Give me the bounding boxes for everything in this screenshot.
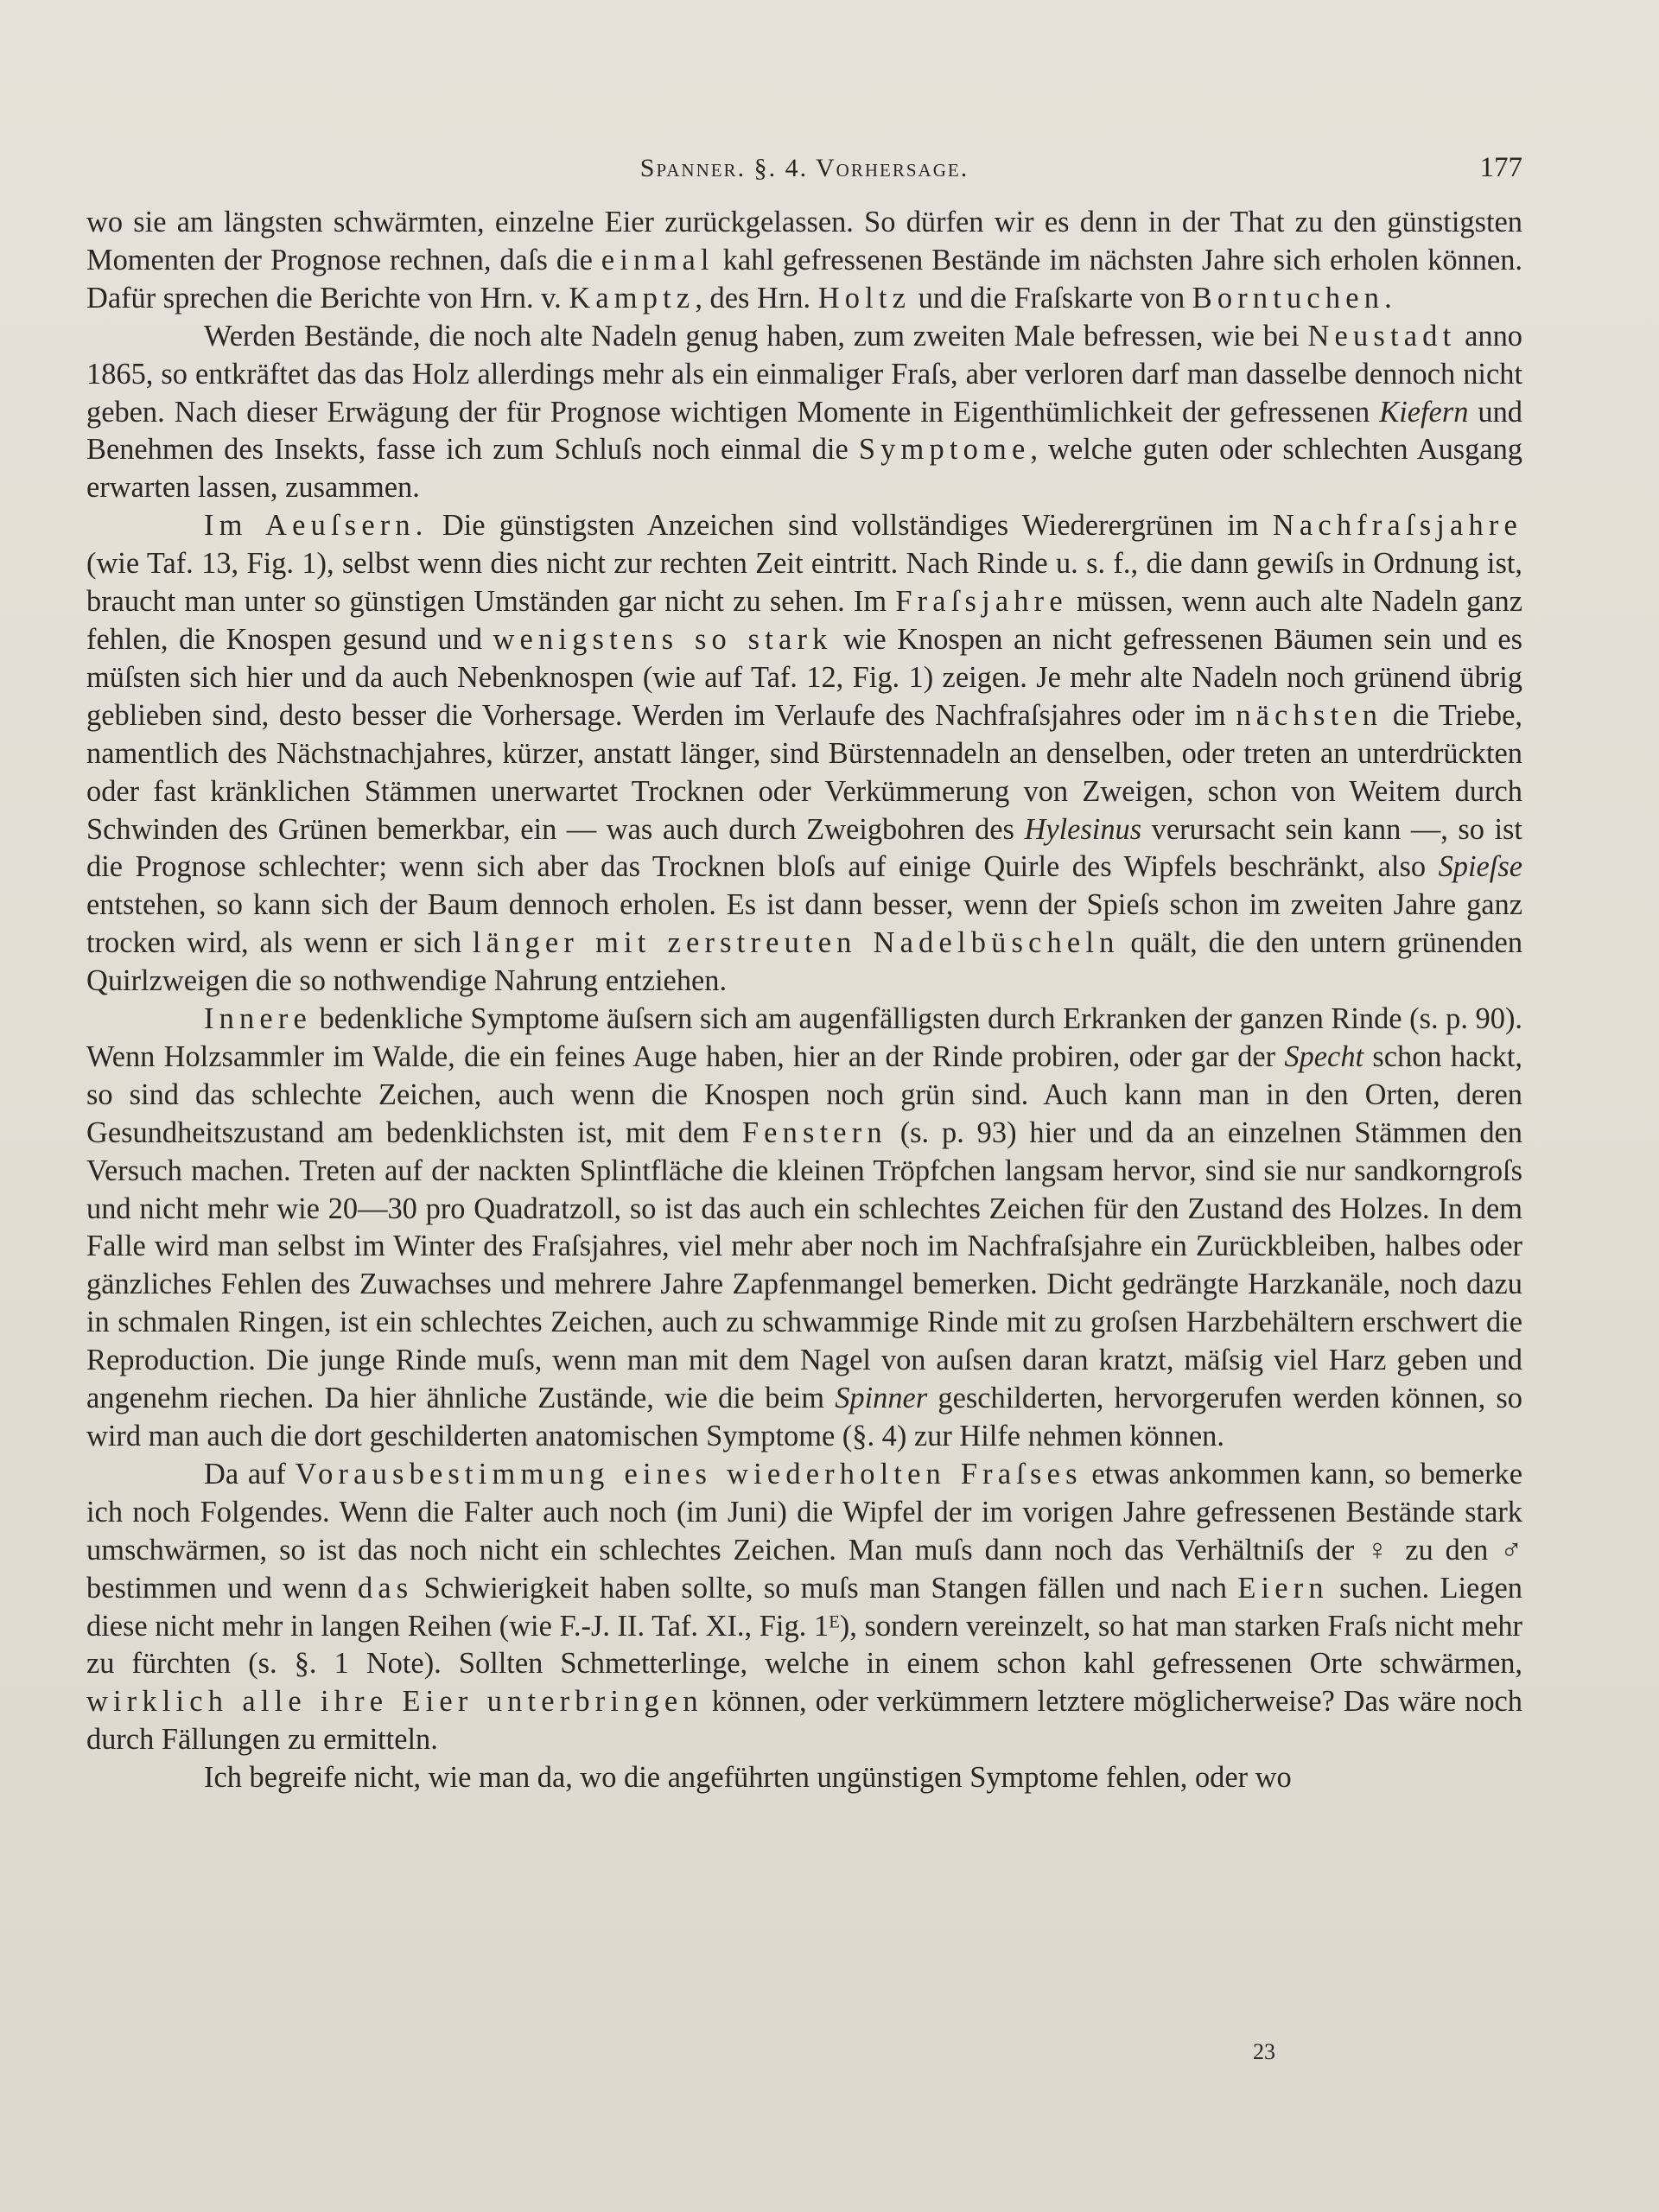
page-number: 177 (1479, 152, 1522, 183)
spaced-emphasis: Innere (204, 1002, 312, 1036)
spaced-emphasis: Im Aeuſsern. (204, 509, 429, 543)
body-text (86, 204, 1522, 1797)
text-run: kahl gefressenen Bestände im nächsten Jahre sich erholen können. Dafür sprechen die Berichte von Hrn. v. (86, 243, 1522, 315)
spaced-emphasis: das (357, 1571, 414, 1605)
italic-term: Hylesinus (1024, 812, 1142, 846)
text-run: können, oder verkümmern letztere möglicherweise? Das wäre noch durch Fällungen zu ermitteln. (86, 1685, 1522, 1757)
spaced-emphasis: Vorausbestimmung eines wiederholten Fraſses (295, 1457, 1083, 1491)
text-run: Werden Bestände, die noch alte Nadeln genug haben, zum zweiten Male befressen, wie bei (204, 319, 1308, 353)
text-run: . (1384, 281, 1392, 315)
text-run: und Benehmen des Insekts, fasse ich zum Schluſs noch einmal die (86, 395, 1522, 467)
signature-mark: 23 (1253, 2039, 1275, 2064)
spaced-emphasis: Eiern (1237, 1571, 1329, 1605)
spaced-emphasis: nächsten (1236, 698, 1383, 732)
page-header (86, 149, 1522, 192)
text-run: geschilderten, hervorgerufen werden können, so wird man auch die dort geschilderten anatomischen Symptome (§. 4) zur Hilfe nehmen können. (86, 1382, 1523, 1452)
text-run: Schwierigkeit haben sollte, so muſs man Stangen fällen und nach (413, 1571, 1238, 1605)
text-run: entstehen, so kann sich der Baum dennoch erholen. Es ist dann besser, wenn der Spieſs schon im zweiten Jahre ganz trocken wird, als wenn er sich (86, 888, 1522, 960)
text-run: Die günstigsten Anzeichen sind vollständiges Wiederergrünen im (428, 509, 1273, 543)
paragraph (86, 507, 1522, 1001)
paragraph (86, 1456, 1522, 1759)
text-run: (wie Taf. 13, Fig. 1), selbst wenn dies nicht zur rechten Zeit eintritt. Nach Rinde u. s. f., die dann gewiſs in Ordnung ist, braucht man unter so günstigen Umständen gar nicht zu sehen. Im (86, 547, 1522, 619)
spaced-emphasis: wirklich alle ihre Eier unterbringen (86, 1685, 703, 1719)
text-run: , des Hrn. (695, 281, 818, 315)
spaced-emphasis: einmal (601, 243, 715, 276)
text-run: Da auf (204, 1457, 296, 1491)
spaced-emphasis: Neustadt (1307, 319, 1457, 353)
spaced-emphasis: Kamptz (569, 281, 696, 315)
paragraph (86, 318, 1522, 508)
text-run: verursacht sein kann —, so ist die Prognose schlechter; wenn sich aber das Trocknen bloſs auf einige Quirle des Wipfels beschränkt, also (86, 812, 1522, 884)
italic-term: Spinner (835, 1382, 928, 1415)
spaced-emphasis: Fraſsjahre (895, 585, 1068, 619)
spaced-emphasis: Nachfraſsjahre (1272, 509, 1522, 543)
text-run: schon hackt, so sind das schlechte Zeichen, auch wenn die Knospen noch grün sind. Auch kann man in den Orten, deren Gesundheitszustand am bedenklichsten ist, mit dem (86, 1039, 1522, 1149)
running-title: Spanner. §. 4. Vorhersage. (639, 154, 969, 182)
text-run: quält, die den untern grünenden Quirlzweigen die so nothwendige Nahrung entziehen. (86, 926, 1523, 998)
paragraph (86, 1759, 1522, 1797)
text-run: bedenkliche Symptome äuſsern sich am augenfälligsten durch Erkranken der ganzen Rinde (s. p. 90). Wenn Holzsammler im Walde, die ein feines Auge haben, hier an der Rinde probiren, oder gar der (86, 1002, 1522, 1073)
text-run: müssen, wenn auch alte Nadeln ganz fehlen, die Knospen gesund und (86, 585, 1522, 656)
paragraph (86, 204, 1522, 318)
italic-term: Kiefern (1379, 395, 1469, 429)
spaced-emphasis: wenigstens so stark (493, 622, 833, 656)
text-run: etwas ankommen kann, so bemerke ich noch Folgendes. Wenn die Falter auch noch (im Juni) die Wipfel der im vorigen Jahre gefressenen Bestände stark umschwärmen, so ist das noch nicht ein schlechtes Zeichen. Man muſs dann noch das Verhältniſs der ♀ zu den ♂ bestimmen und wenn (86, 1457, 1522, 1605)
spaced-emphasis: Fenstern (741, 1116, 887, 1149)
spaced-emphasis: Holtz (817, 281, 912, 315)
spaced-emphasis: Symptome (858, 433, 1031, 467)
paragraph (86, 1001, 1522, 1456)
italic-term: Spieſse (1438, 850, 1522, 884)
text-run: anno 1865, so entkräftet das das Holz allerdings mehr als ein einmaliger Fraſs, aber verloren darf man dasselbe dennoch nicht geben. Nach dieser Erwägung der für Prognose wichtigen Momente in Eigenthümlichkeit der gefressenen (86, 319, 1522, 429)
italic-term: Specht (1284, 1039, 1364, 1073)
text-run: , welche guten oder schlechten Ausgang erwarten lassen, zusammen. (86, 433, 1522, 505)
text-run: und die Fraſskarte von (911, 281, 1192, 315)
text-run: die Triebe, namentlich des Nächstnachjahres, kürzer, anstatt länger, sind Bürstennadeln an denselben, oder treten an unterdrückten oder fast kränklichen Stämmen unerwartet Trocknen oder Verkümmerung von Zweigen, schon von Weitem durch Schwinden des Grünen bemerkbar, ein — was auch durch Zweigbohren des (86, 698, 1522, 846)
spaced-emphasis: Borntuchen (1192, 281, 1385, 315)
text-run: wie Knospen an nicht gefressenen Bäumen sein und es müſsten sich hier und da auch Nebenknospen (wie auf Taf. 12, Fig. 1) zeigen. Je mehr alte Nadeln noch grünend übrig geblieben sind, desto besser die Vorhersage. Werden im Verlaufe des Nachfraſsjahres oder im (86, 622, 1522, 732)
text-run: Ich begreife nicht, wie man da, wo die angeführten ungünstigen Symptome fehlen, oder wo (204, 1761, 1292, 1795)
text-run: wo sie am längsten schwärmten, einzelne Eier zurückgelassen. So dürfen wir es denn in der That zu den günstigsten Momenten der Prognose rechnen, daſs die (86, 206, 1522, 276)
text-run: (s. p. 93) hier und da an einzelnen Stämmen den Versuch machen. Treten auf der nackten Splintfläche die kleinen Tröpfchen langsam hervor, sind sie nur sandkorngroſs und nicht mehr wie 20—30 pro Quadratzoll, so ist das auch ein schlechtes Zeichen für den Zustand des Holzes. In dem Falle wird man selbst im Winter des Fraſsjahres, viel mehr aber noch im Nachfraſsjahre ein Zurückbleiben, halbes oder gänzliches Fehlen des Zuwachses und mehrere Jahre Zapfenmangel bemerken. Dicht gedrängte Harzkanäle, noch dazu in schmalen Ringen, ist ein schlechtes Zeichen, auch zu schwammige Rinde mit zu groſsen Harzbehältern erschwert die Reproduction. Die junge Rinde muſs, wenn man mit dem Nagel von auſsen daran kratzt, mäſsig viel Harz geben und angenehm riechen. Da hier ähnliche Zustände, wie die beim (86, 1116, 1522, 1415)
text-run: suchen. Liegen diese nicht mehr in langen Reihen (wie F.-J. II. Taf. XI., Fig. 1ᴱ), sondern vereinzelt, so hat man starken Fraſs nicht mehr zu fürchten (s. §. 1 Note). Sollten Schmetterlinge, welche in einem schon kahl gefressenen Orte schwärmen, (86, 1571, 1522, 1681)
spaced-emphasis: länger mit zerstreuten Nadelbüscheln (472, 926, 1120, 960)
